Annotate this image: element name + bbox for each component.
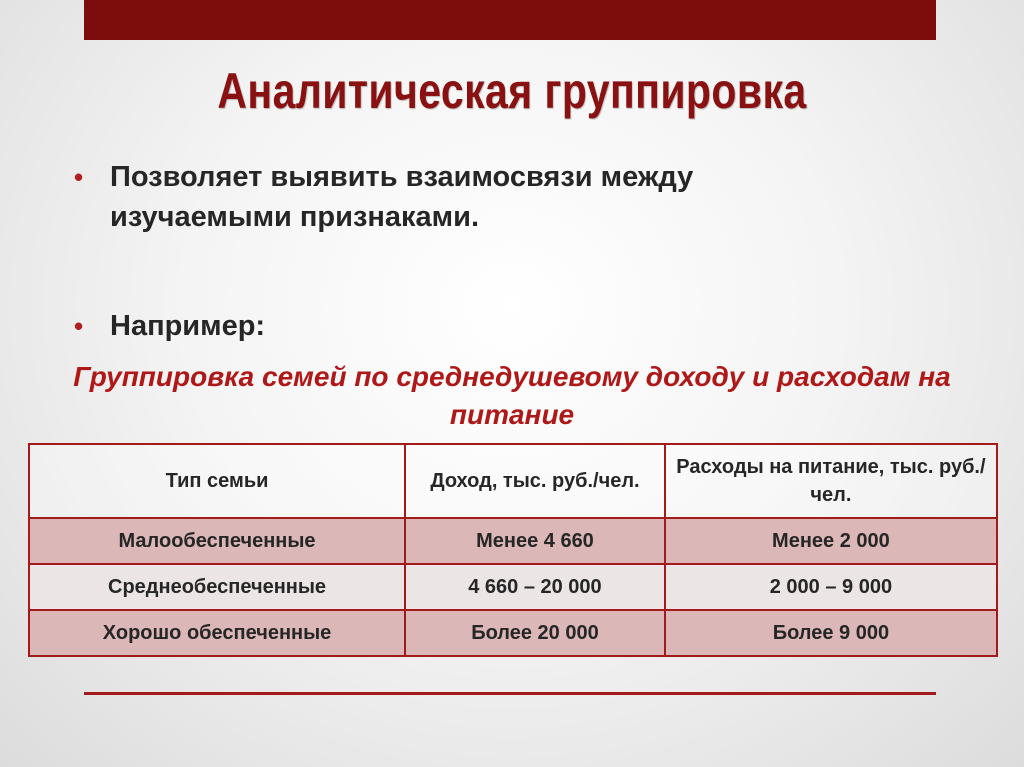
bullet-item-1	[74, 157, 834, 237]
slide-title: Аналитическая группировка	[217, 63, 807, 119]
bullet-dot-icon: •	[74, 311, 84, 341]
top-decorative-bar	[84, 0, 936, 40]
table-row	[29, 564, 997, 610]
bullet-text-2: Например:	[110, 310, 266, 342]
header-food-expenses: Расходы на питание, тыс. руб./чел.	[665, 444, 997, 518]
table-row	[29, 610, 997, 656]
header-family-type: Тип семьи	[29, 444, 405, 518]
cell-income: 4 660 – 20 000	[405, 564, 665, 610]
table-row	[29, 518, 997, 564]
bullet-dot-icon: •	[74, 162, 84, 192]
cell-family-type: Малообеспеченные	[29, 518, 405, 564]
cell-family-type: Хорошо обеспеченные	[29, 610, 405, 656]
cell-family-type: Среднеобеспеченные	[29, 564, 405, 610]
cell-food-expenses: 2 000 – 9 000	[665, 564, 997, 610]
cell-income: Более 20 000	[405, 610, 665, 656]
cell-income: Менее 4 660	[405, 518, 665, 564]
table-header-row	[29, 444, 997, 518]
bullet-item-2	[74, 306, 834, 346]
table-caption: Группировка семей по среднедушевому доходу и расходам на питание	[73, 361, 951, 430]
cell-food-expenses: Более 9 000	[665, 610, 997, 656]
bottom-divider	[84, 692, 936, 695]
family-grouping-table	[28, 443, 998, 657]
bullet-text-1: Позволяет выявить взаимосвязи между изучаемыми признаками.	[110, 161, 694, 233]
cell-food-expenses: Менее 2 000	[665, 518, 997, 564]
header-income: Доход, тыс. руб./чел.	[405, 444, 665, 518]
